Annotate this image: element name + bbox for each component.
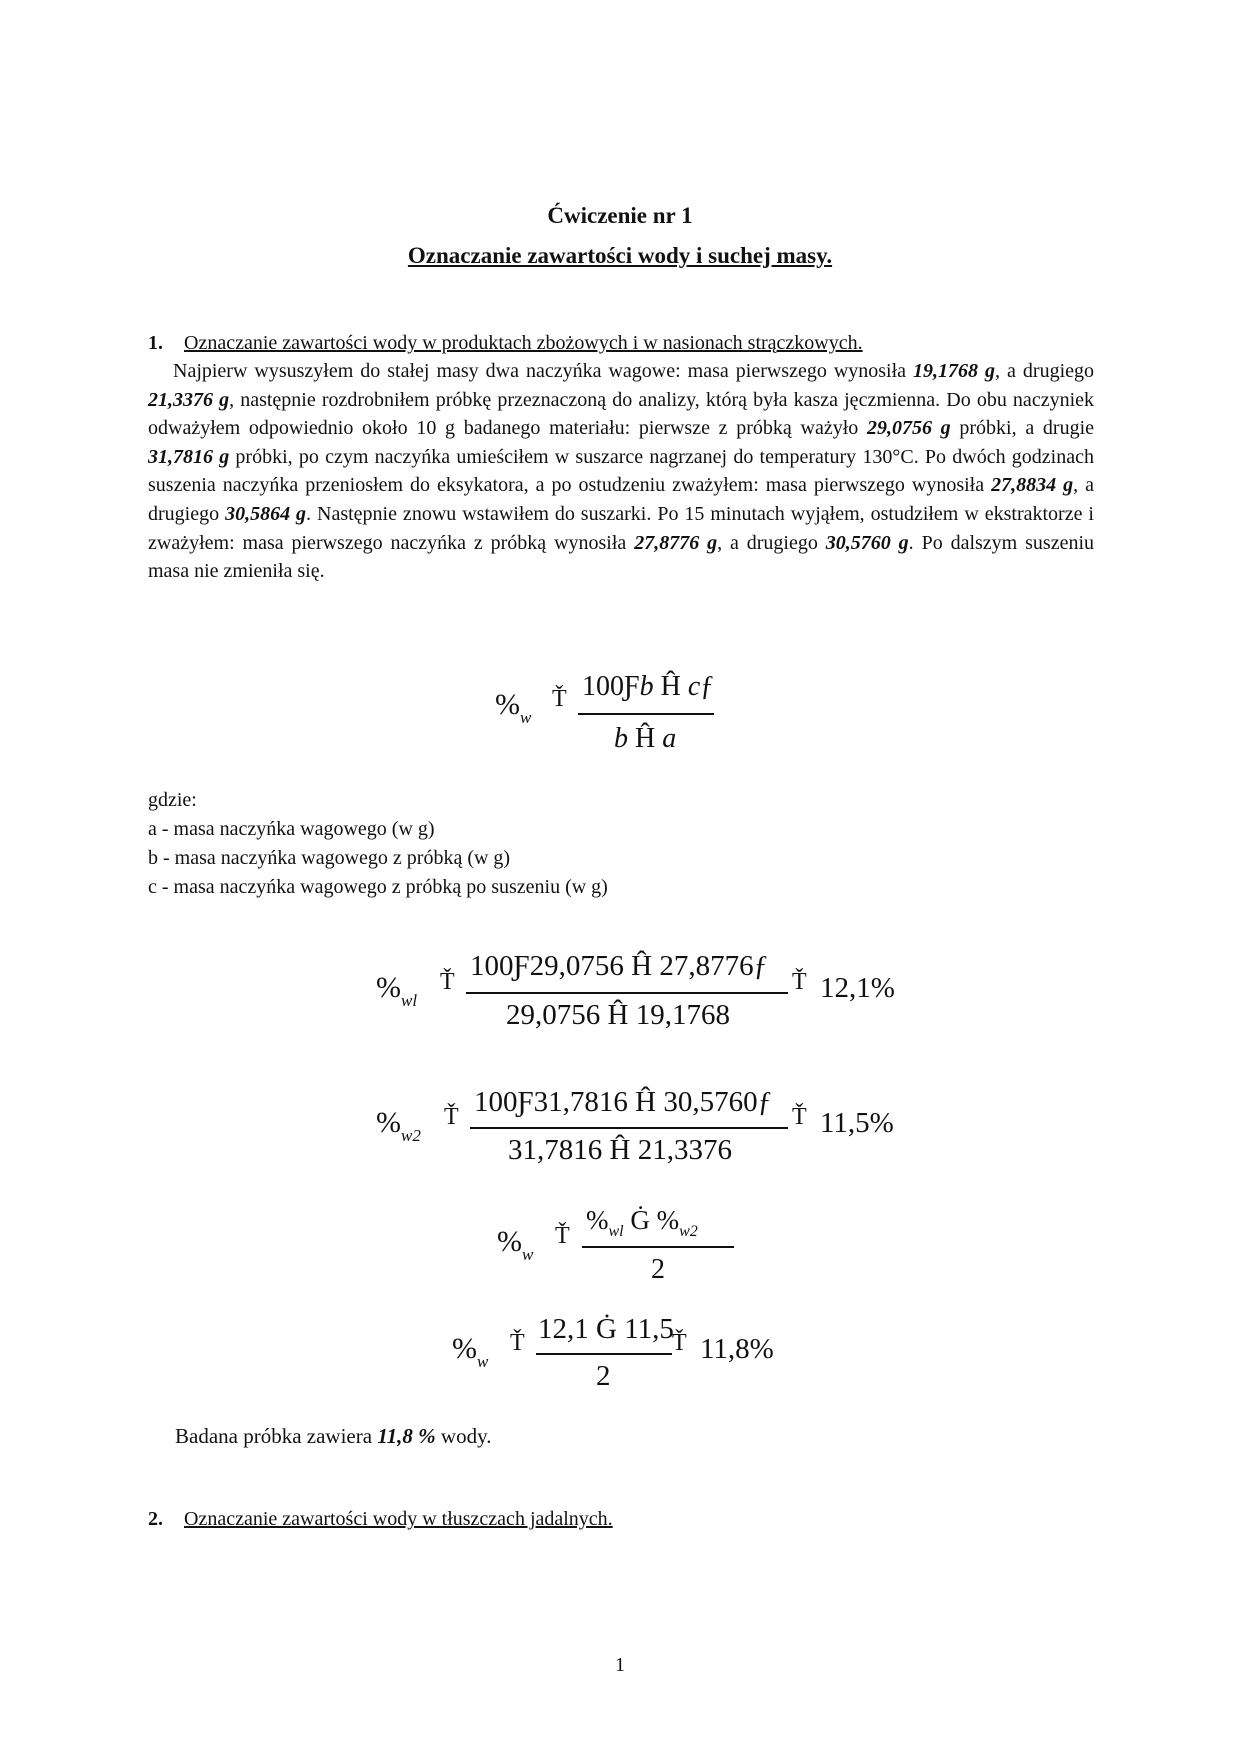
mass-value: 30,5760 g: [825, 531, 909, 554]
equals-sign: Ť: [792, 969, 807, 995]
formula-subscript: wl: [401, 991, 418, 1010]
calc-1-numerator: 100Ƒ29,0756 Ĥ 27,8776ƒ: [470, 950, 769, 982]
formula-lhs: [495, 688, 532, 727]
formula-denominator: [614, 723, 676, 755]
fraction-bar: [582, 1246, 734, 1248]
formula-subscript: w: [477, 1352, 489, 1371]
calc-4-denominator: 2: [596, 1360, 611, 1392]
formula-subscript: w: [520, 708, 532, 727]
fraction-bar: [578, 713, 714, 715]
percent-sign: %: [656, 1205, 680, 1235]
percent-sign: %: [376, 1106, 401, 1139]
section-1-title: Oznaczanie zawartości wody w produktach zbożowych i w nasionach strączkowych.: [184, 332, 863, 354]
section-1-heading: [148, 332, 863, 355]
equals-sign: Ť: [672, 1330, 687, 1356]
paragraph-text: , następnie rozdrobniłem próbkę przeznaczoną do analizy, którą była kasza jęczmienna. Do obu naczyniek odważyłem odpowiednio około 10 g badanego materiału: pierwsze z próbką ważyło: [148, 388, 1095, 440]
fraction-bar: [536, 1353, 672, 1355]
calc-2-denominator: 31,7816 Ĥ 21,3376: [508, 1134, 732, 1166]
where-label: gdzie:: [148, 789, 197, 811]
calc-2-numerator: 100Ƒ31,7816 Ĥ 30,5760ƒ: [474, 1086, 773, 1118]
calc-2-result: 11,5%: [820, 1107, 894, 1139]
paragraph-text: . Następnie znowu wstawiłem do suszarki. Po 15 minutach wyjąłem, ostudziłem w ekstraktorze i zważyłem: masa pierwszego naczyńka z próbką wynosiła: [148, 502, 1094, 554]
paragraph-text: , a drugiego: [717, 531, 826, 554]
calc-4-numerator: 12,1 Ġ 11,5: [538, 1313, 674, 1345]
formula-term: ƒ: [700, 671, 715, 702]
percent-sign: %: [495, 688, 520, 721]
percent-sign: %: [376, 971, 401, 1004]
result-value: 11,8 %: [377, 1424, 436, 1448]
calc-3-denominator: 2: [651, 1254, 665, 1285]
calc-1-denominator: 29,0756 Ĥ 19,1768: [506, 999, 730, 1031]
document-subtitle: Oznaczanie zawartości wody i suchej masy.: [407, 243, 833, 268]
equals-sign: Ť: [792, 1104, 807, 1130]
document-title: Ćwiczenie nr 1: [547, 203, 693, 228]
formula-term: 100Ƒ: [582, 671, 640, 702]
fraction-bar: [466, 992, 788, 994]
plus-sign: Ġ: [623, 1205, 657, 1235]
equals-sign: Ť: [552, 686, 567, 712]
paragraph-text: Najpierw wysuszyłem do stałej masy dwa naczyńka wagowe: masa pierwszego wynosiła: [173, 360, 914, 382]
percent-sign: %: [497, 1225, 522, 1258]
paragraph-text: próbki, a drugie: [950, 417, 1095, 440]
formula-subscript: w: [522, 1245, 534, 1264]
formula-var: b: [639, 671, 654, 702]
equals-sign: Ť: [510, 1330, 525, 1356]
paragraph-text: , a drugiego: [995, 360, 1095, 382]
result-sentence: [175, 1424, 491, 1449]
section-2-title: Oznaczanie zawartości wody w tłuszczach jadalnych.: [184, 1508, 613, 1530]
mass-value: 31,7816 g: [148, 445, 230, 468]
section-1-number: 1.: [148, 332, 163, 354]
paragraph-text: próbki, po czym naczyńka umieściłem w suszarce nagrzanej do temperatury 130°C. Po dwóch godzinach suszenia naczyńka przeniosłem do eksykatora, a po ostudzeniu zważyłem: masa pierwszego wynosiła: [148, 445, 1094, 497]
calc-1-lhs: [376, 971, 418, 1010]
section-2-number: 2.: [148, 1508, 163, 1530]
where-c: c - masa naczyńka wagowego z próbką po suszeniu (w g): [148, 876, 608, 898]
mass-value: 27,8834 g: [991, 474, 1074, 497]
where-a: a - masa naczyńka wagowego (w g): [148, 818, 435, 840]
mass-value: 19,1768 g: [913, 360, 996, 382]
calc-4-result: 11,8%: [700, 1333, 774, 1365]
formula-subscript: wl: [608, 1223, 624, 1240]
percent-sign: %: [452, 1332, 477, 1365]
formula-var: a: [662, 723, 677, 754]
mass-value: 21,3376 g: [148, 388, 230, 411]
formula-subscript: w2: [679, 1223, 698, 1240]
percent-sign: %: [586, 1205, 609, 1235]
result-text: Badana próbka zawiera: [175, 1424, 378, 1448]
calc-3-numerator: [586, 1205, 698, 1240]
calc-2-lhs: [376, 1106, 421, 1145]
result-text: wody.: [435, 1424, 492, 1448]
fraction-bar: [470, 1127, 788, 1129]
equals-sign: Ť: [555, 1223, 570, 1249]
calc-3-lhs: [497, 1225, 534, 1264]
formula-var: c: [687, 671, 701, 702]
mass-value: 29,0756 g: [866, 417, 951, 440]
equals-sign: Ť: [444, 1104, 459, 1130]
calc-1-result: 12,1%: [820, 972, 895, 1004]
paragraph-text: . Po dalszym suszeniu masa nie zmieniła się.: [148, 531, 1095, 583]
equals-sign: Ť: [440, 969, 455, 995]
minus-sign: Ĥ: [635, 723, 656, 754]
mass-value: 27,8776 g: [634, 531, 718, 554]
section-1-paragraph: [148, 357, 1094, 586]
page-number: 1: [615, 1654, 625, 1676]
formula-var: b: [614, 723, 628, 754]
formula-numerator: [582, 671, 714, 703]
calc-4-lhs: [452, 1332, 489, 1371]
mass-value: 30,5864 g: [225, 502, 307, 525]
paragraph-text: , a drugiego: [148, 474, 1094, 525]
where-b: b - masa naczyńka wagowego z próbką (w g): [148, 847, 511, 869]
minus-sign: Ĥ: [660, 671, 681, 702]
formula-subscript: w2: [401, 1126, 421, 1145]
section-2-heading: [148, 1508, 613, 1531]
